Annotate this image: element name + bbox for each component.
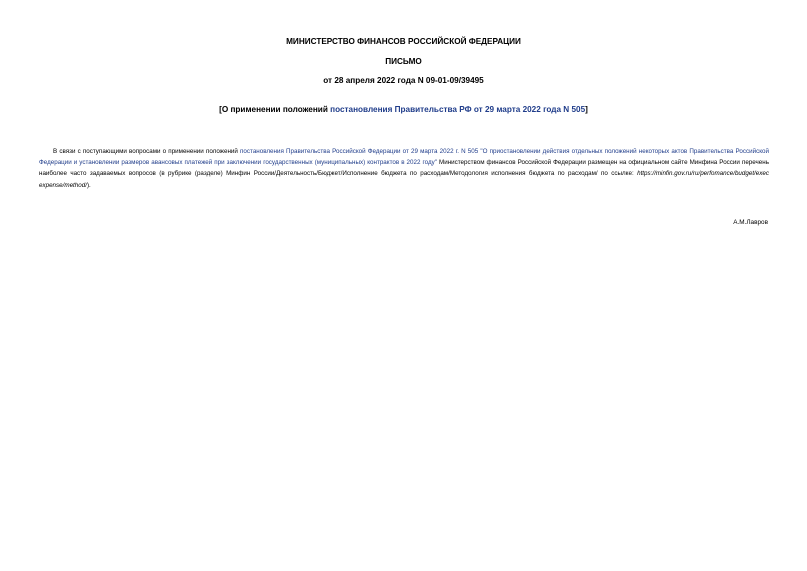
letter-body-paragraph	[39, 146, 769, 191]
document-type: ПИСЬМО	[385, 57, 422, 66]
subject-resolution-link[interactable]: постановления Правительства РФ от 29 марта 2022 года N 505	[330, 105, 586, 114]
resolution-link[interactable]: постановления Правительства Российской Федерации от 29 марта 2022 г. N 505	[240, 148, 479, 155]
resolution-title-link[interactable]: "О приостановлении действия отдельных положений некоторых актов Правительства Российской Федерации и установлении размеров авансовых платежей при заключении государственных (муниципальных) контрактов в 2022 году"	[39, 148, 769, 167]
document-date-number: от 28 апреля 2022 года N 09-01-09/39495	[323, 76, 484, 85]
body-text-part-3: Министерством финансов Российской Федерации размещен на официальном сайте Минфина России перечень наиболее часто задаваемых вопросов (в рубрике (разделе) Минфин России/Деятельность/Бюджет/Исполнение бюджета по расходам/Методология исполнения бюджета по расходам/ по ссылке:	[39, 159, 769, 178]
subject-close-bracket: ]	[585, 105, 588, 114]
signature-name: А.М.Лавров	[733, 219, 768, 226]
subject-prefix: О применении положений	[221, 105, 331, 114]
document-subject	[0, 105, 807, 115]
body-text-part-1: В связи с поступающими вопросами о применении положений	[53, 148, 241, 155]
ministry-name: МИНИСТЕРСТВО ФИНАНСОВ РОССИЙСКОЙ ФЕДЕРАЦИИ	[286, 37, 521, 46]
subject-open-bracket: [	[219, 105, 222, 114]
body-text-part-4: ).	[86, 181, 91, 189]
minfin-url: https://minfin.gov.ru/ru/perfomance/budget/exec expense/method/	[39, 170, 769, 189]
